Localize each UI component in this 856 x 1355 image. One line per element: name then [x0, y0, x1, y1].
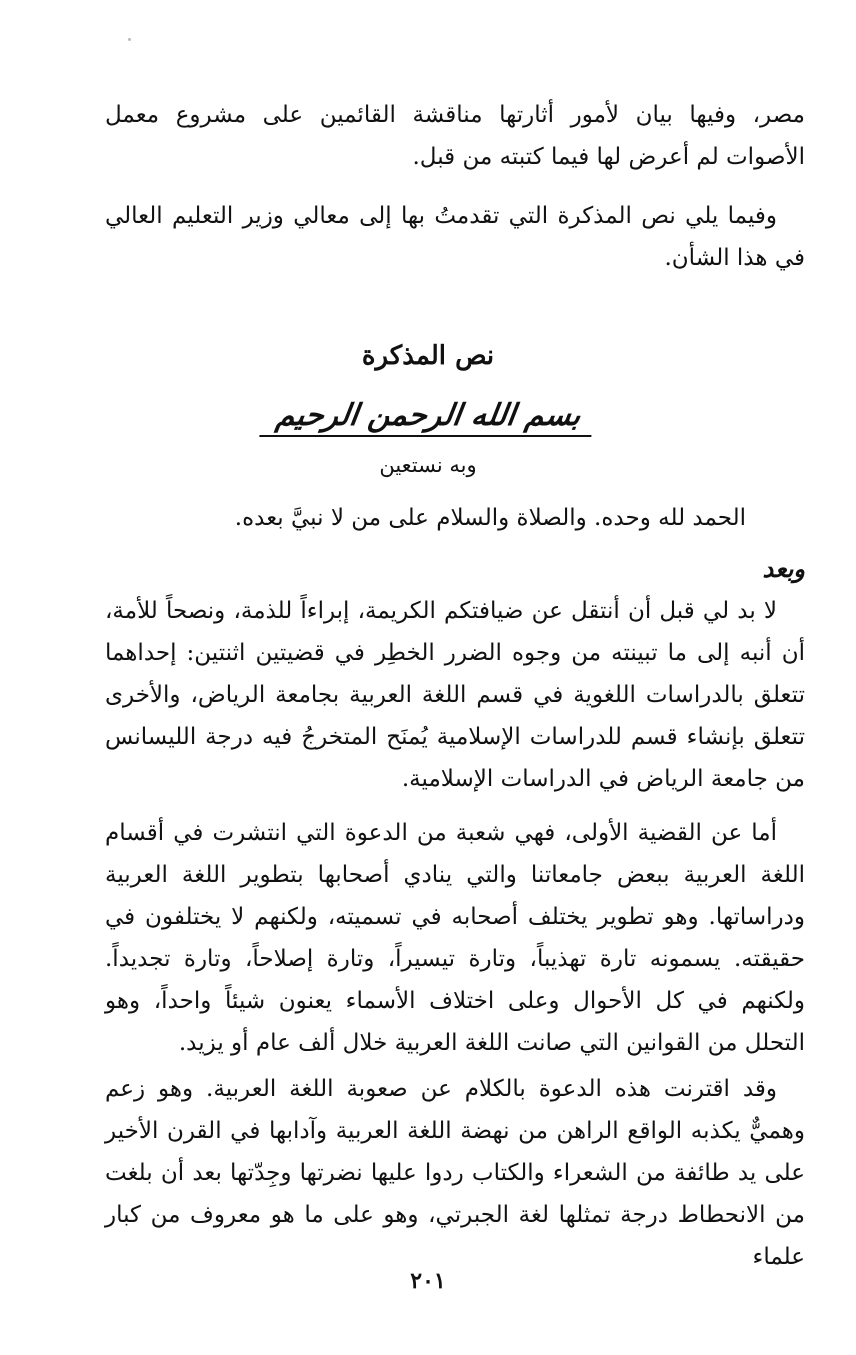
paragraph-memo-intro-text: وفيما يلي نص المذكرة التي تقدمتُ بها إلى معالي وزير التعليم العالي في هذا الشأن. — [105, 203, 805, 271]
invocation-subtitle: وبه نستعين — [379, 453, 477, 477]
page-number: ٢٠١ — [410, 1268, 446, 1294]
paragraph-intro-continuation: مصر، وفيها بيان لأمور أثارتها مناقشة القائمين على مشروع معمل الأصوات لم أعرض لها فيما كتبته من قبل. — [105, 102, 805, 170]
section-title: نص المذكرة — [361, 341, 495, 371]
basmala-text: بسم الله الرحمن الرحيم — [259, 398, 597, 437]
opening-praise: الحمد لله وحده. والصلاة والسلام على من لا نبيَّ بعده. — [234, 505, 746, 531]
basmala-calligraphy — [0, 398, 856, 437]
paragraph-first-issue — [105, 812, 805, 1064]
paragraph-two-issues — [105, 590, 805, 800]
paragraph-memo-intro — [105, 195, 805, 279]
paragraph-difficulty-claim-text: وقد اقترنت هذه الدعوة بالكلام عن صعوبة اللغة العربية. وهو زعم وهميٌّ يكذبه الواقع الراهن من نهضة اللغة العربية وآدابها في القرن الأخير على يد طائفة من الشعراء والكتاب ردوا عليها نضرتها وجِدّتها بعد أن بلغت من الانحطاط درجة تمثلها لغة الجبرتي، وهو على ما هو معروف من كبار علماء — [105, 1076, 805, 1270]
wabad-heading: وبعد — [762, 554, 805, 583]
paragraph-two-issues-text: لا بد لي قبل أن أنتقل عن ضيافتكم الكريمة، إبراءاً للذمة، ونصحاً للأمة، أن أنبه إلى ما تبينته من وجوه الضرر الخطِر في قضيتين اثنتين: إحداهما تتعلق بالدراسات اللغوية في قسم اللغة العربية بجامعة الرياض، والأخرى تتعلق بإنشاء قسم للدراسات الإسلامية يُمنَح المتخرجُ فيه درجة الليسانس من جامعة الرياض في الدراسات الإسلامية. — [105, 598, 805, 792]
paragraph-difficulty-claim — [105, 1068, 805, 1278]
scan-speck — [128, 38, 131, 41]
paragraph-first-issue-text: أما عن القضية الأولى، فهي شعبة من الدعوة التي انتشرت في أقسام اللغة العربية ببعض جامعاتنا والتي ينادي أصحابها بتطوير اللغة العربية ودراساتها. وهو تطوير يختلف أصحابه في تسميته، ولكنهم لا يختلفون في حقيقته. يسمونه تارة تهذيباً، وتارة تيسيراً، وتارة إصلاحاً، وتارة تجديداً. ولكنهم في كل الأحوال وعلى اختلاف الأسماء يعنون شيئاً واحداً، وهو التحلل من القوانين التي صانت اللغة العربية خلال ألف عام أو يزيد. — [105, 820, 805, 1056]
